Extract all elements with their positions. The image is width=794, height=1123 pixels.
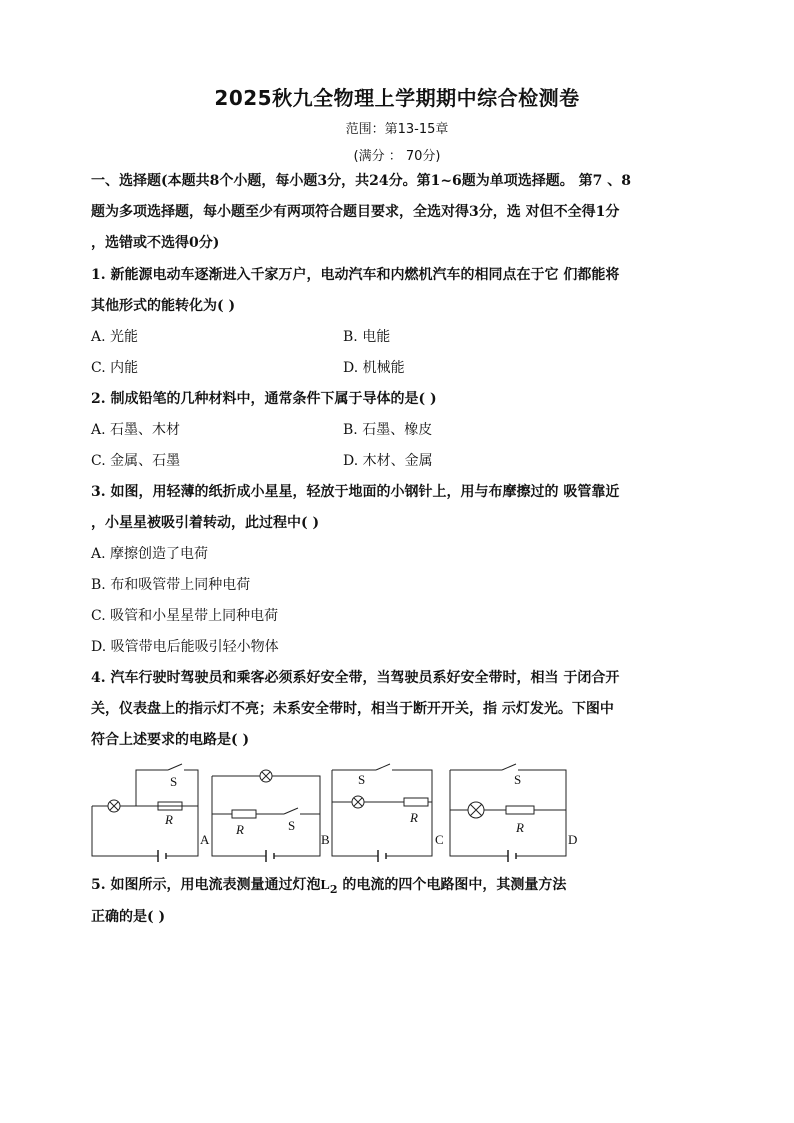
q1-stem-line-1: 1. 新能源电动车逐渐进入千家万户，电动汽车和内燃机汽车的相同点在于它 们都能将 [91, 267, 620, 283]
circuit-b [212, 770, 330, 862]
q3-option-a: A. 摩擦创造了电荷 [91, 546, 209, 562]
resistor-icon [404, 798, 428, 806]
q4-stem-line-3: 符合上述要求的电路是( ) [91, 732, 250, 748]
q2-option-d: D. 木材、金属 [343, 453, 433, 469]
battery-icon [158, 850, 166, 862]
q3-stem-line-1: 3. 如图，用轻薄的纸折成小星星，轻放于地面的小钢针上，用与布摩擦过的 吸管靠近 [91, 484, 620, 500]
q2-option-c: C. 金属、石墨 [91, 453, 181, 469]
circuit-d-label: D [568, 832, 578, 847]
q3-stem-line-2: ，小星星被吸引着转动，此过程中( ) [91, 515, 320, 531]
exam-title: 2025秋九全物理上学期期中综合检测卷 [214, 86, 580, 110]
q1-option-c: C. 内能 [91, 360, 139, 376]
section-heading-line-3: ，选错或不选得0分) [91, 235, 220, 251]
q1-option-b: B. 电能 [343, 329, 391, 345]
circuit-c [332, 764, 444, 862]
q2-stem-line-1: 2. 制成铅笔的几种材料中，通常条件下属于导体的是( ) [91, 391, 437, 407]
exam-score: (满分 ： 70分) [353, 149, 441, 164]
circuit-b-resistor-label: R [236, 822, 244, 837]
section-heading-line-2: 题为多项选择题，每小题至少有两项符合题目要求，全选对得3分，选 对但不全得1分 [91, 204, 620, 220]
circuit-a [92, 764, 210, 862]
q4-stem-line-2: 关，仪表盘上的指示灯不亮；未系安全带时，相当于断开开关，指 示灯发光。下图中 [91, 701, 614, 717]
circuit-a-switch-label: S [170, 774, 178, 789]
q2-option-b: B. 石墨、橡皮 [343, 422, 433, 438]
q3-option-c: C. 吸管和小星星带上同种电荷 [91, 608, 279, 624]
battery-icon [378, 850, 386, 862]
battery-icon [266, 850, 274, 862]
q5-stem-line-2: 正确的是( ) [91, 909, 166, 925]
circuit-b-switch-label: S [288, 818, 296, 833]
circuit-b-label: B [321, 832, 330, 847]
q5-stem-post: 的电流的四个电路图中，其测量方法 [337, 877, 567, 893]
circuit-a-label: A [200, 832, 210, 847]
circuit-a-resistor-label: R [165, 812, 173, 827]
section-heading-line-1: 一、选择题(本题共8个小题，每小题3分，共24分。第1~6题为单项选择题。 第7 、8 [91, 173, 632, 189]
resistor-icon [232, 810, 256, 818]
circuit-c-label: C [435, 832, 444, 847]
q1-stem-line-2: 其他形式的能转化为( ) [91, 298, 236, 314]
circuit-d-switch-label: S [514, 772, 522, 787]
q4-circuit-diagrams [88, 762, 588, 862]
q5-stem-pre: 5. 如图所示，用电流表测量通过灯泡 [91, 877, 321, 893]
q5-bulb-symbol: L [320, 878, 330, 893]
circuit-d-resistor-label: R [516, 820, 524, 835]
exam-range: 范围：第13-15章 [345, 122, 449, 137]
circuit-c-resistor-label: R [410, 810, 418, 825]
battery-icon [508, 850, 516, 862]
circuit-c-switch-label: S [358, 772, 366, 787]
q3-option-b: B. 布和吸管带上同种电荷 [91, 577, 251, 593]
q5-stem-line-1 [91, 874, 566, 896]
resistor-icon [506, 806, 534, 814]
q4-stem-line-1: 4. 汽车行驶时驾驶员和乘客必须系好安全带，当驾驶员系好安全带时，相当 于闭合开 [91, 670, 620, 686]
q1-option-a: A. 光能 [91, 329, 139, 345]
q1-option-d: D. 机械能 [343, 360, 405, 376]
circuit-d [450, 764, 577, 862]
q5-bulb-subscript: 2 [329, 882, 338, 896]
q3-option-d: D. 吸管带电后能吸引轻小物体 [91, 639, 279, 655]
q2-option-a: A. 石墨、木材 [91, 422, 181, 438]
